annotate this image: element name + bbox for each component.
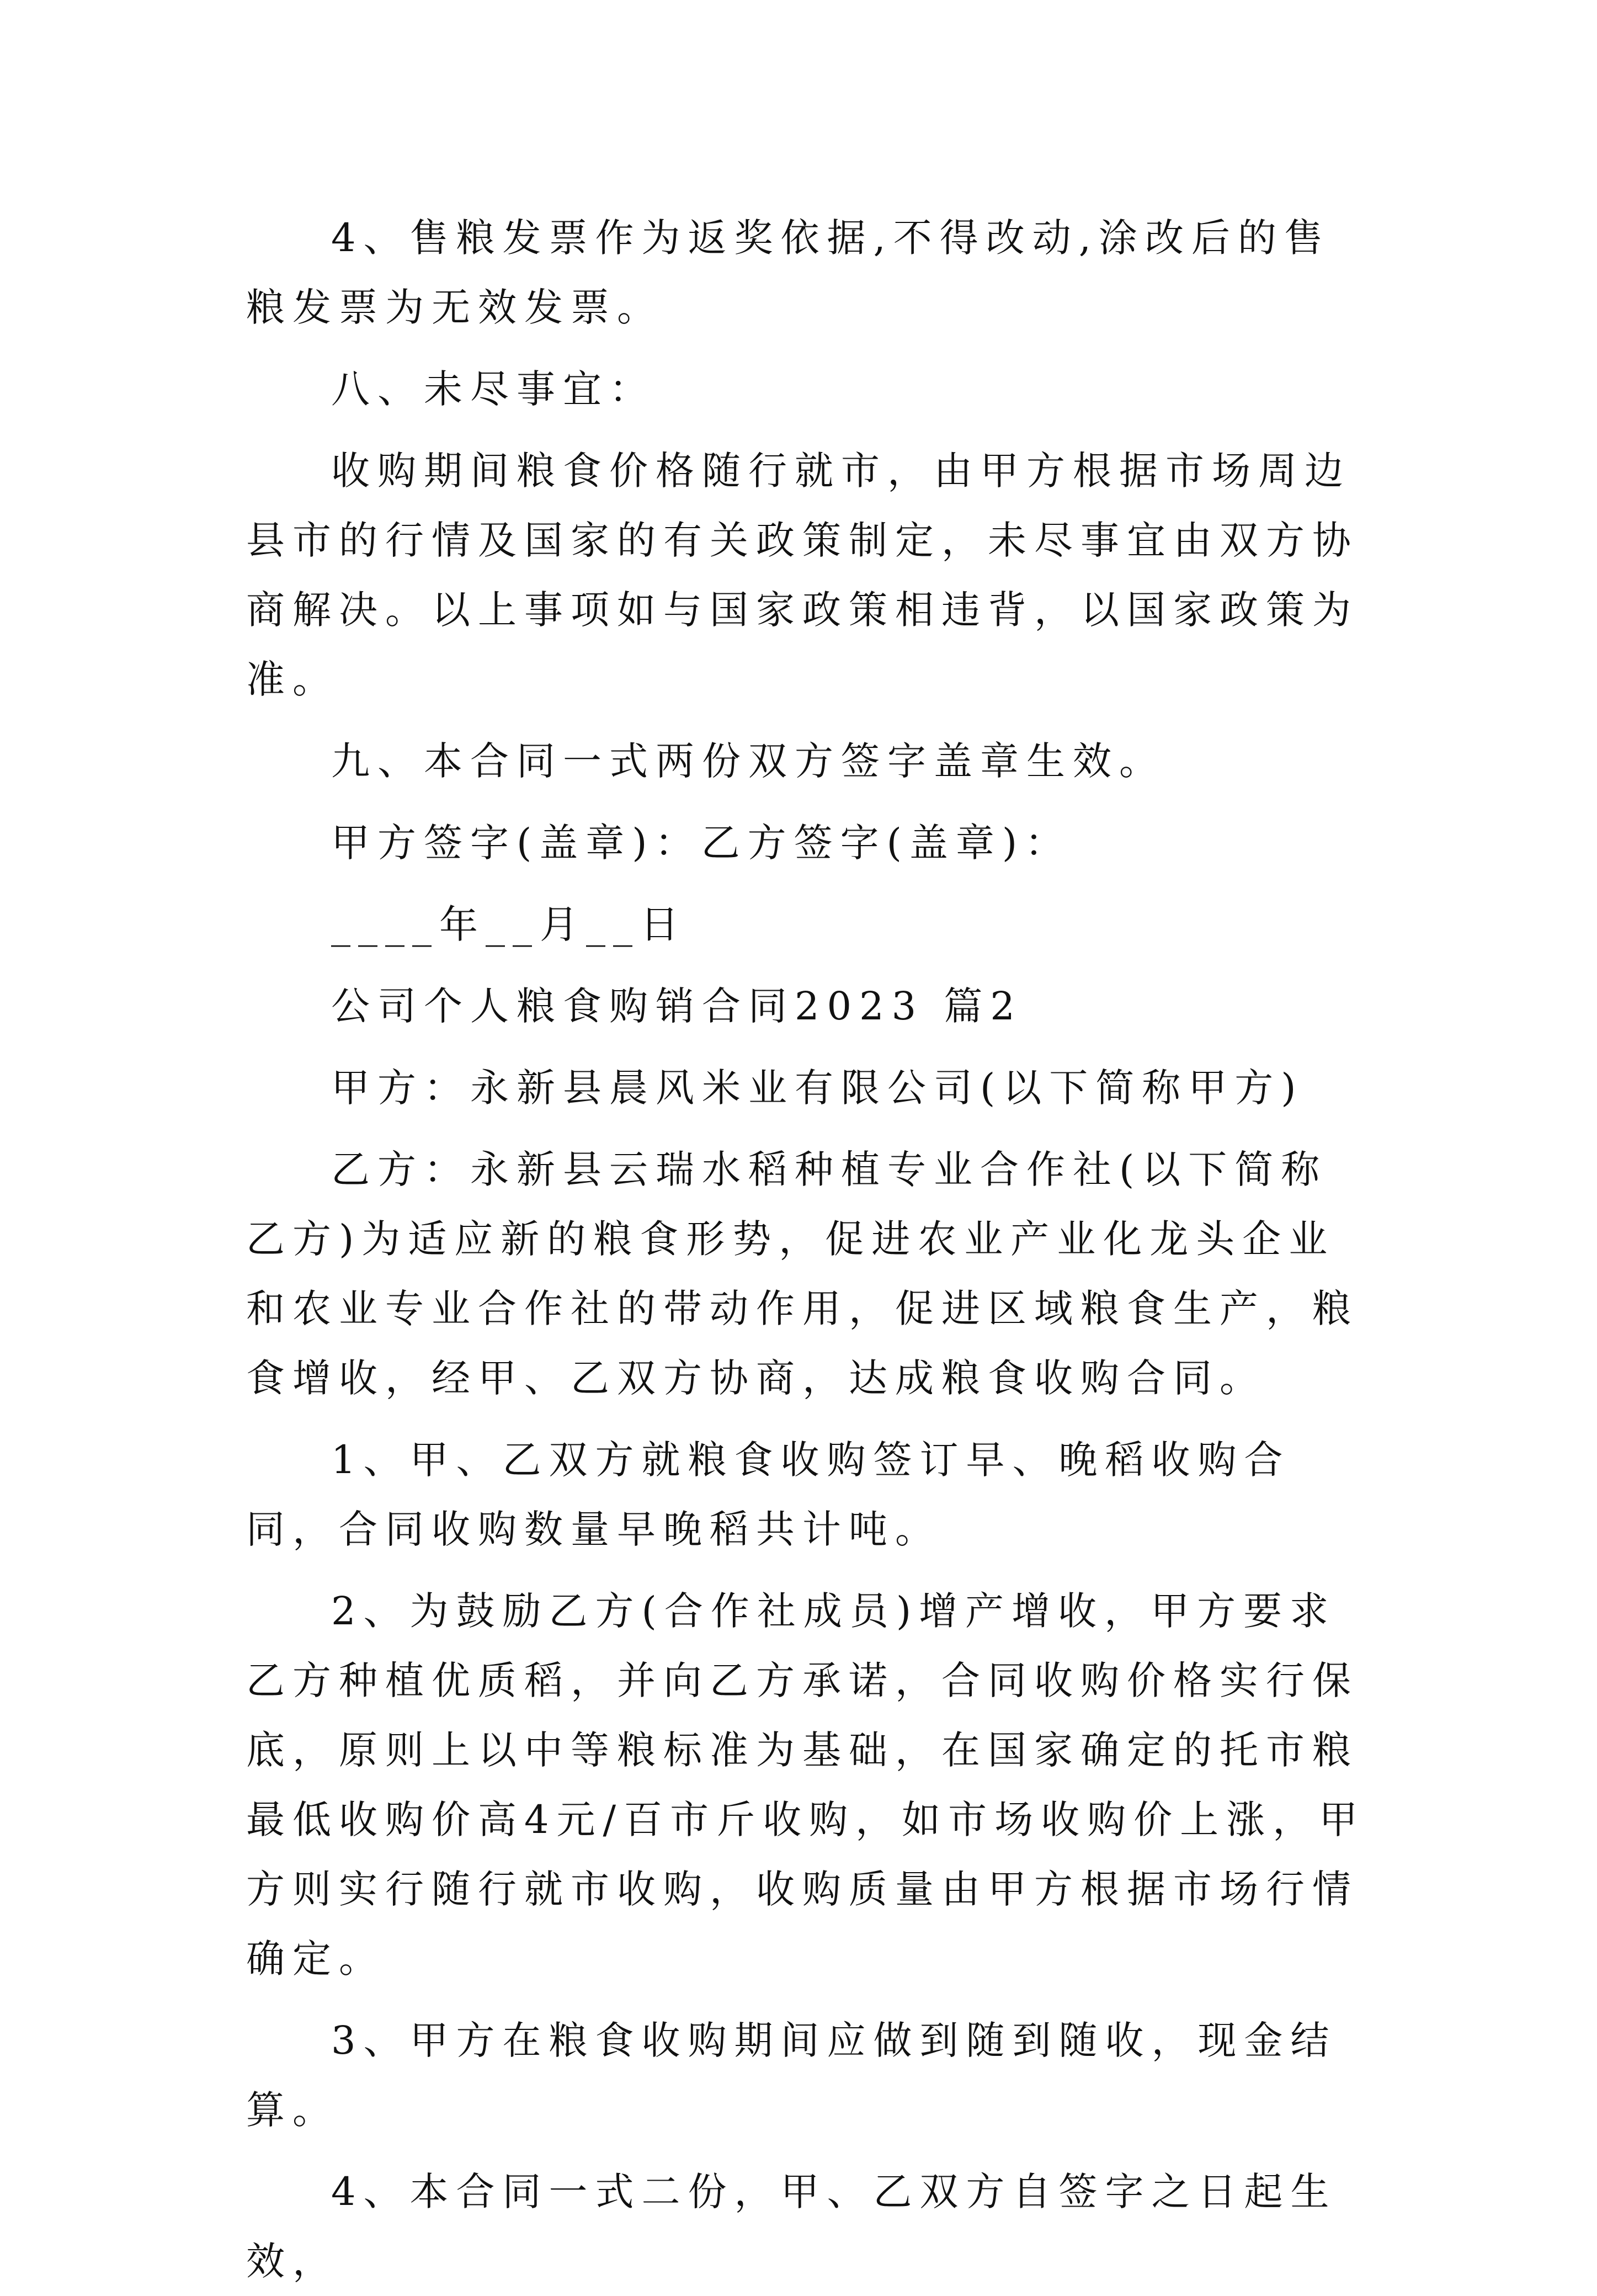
signature-line: 甲方签字(盖章)：乙方签字(盖章)： [331,820,1072,865]
paragraph-pending-matters: 收购期间粮食价格随行就市，由甲方根据市场周边县市的行情及国家的有关政策制定，未尽事宜由双方协商解决。以上事项如与国家政策相违背，以国家政策为准。 [246,448,1359,702]
contract-title: 公司个人粮食购销合同2023 篇2 [331,984,1023,1029]
clause-2: 2、为鼓励乙方(合作社成员)增产增收，甲方要求乙方种植优质稻，并向乙方承诺，合同收购价格实行保底，原则上以中等粮标准为基础，在国家确定的托市粮最低收购价高4元/百市斤收购，如市场收购价上涨，甲方则实行随行就市收购，收购质量由甲方根据市场行情确定。 [246,1588,1366,1981]
date-line: ____年__月__日 [331,902,686,947]
clause-4: 4、本合同一式二份，甲、乙双方自签字之日起生效， [246,2169,1337,2284]
paragraph-invoice-rule: 4、售粮发票作为返奖依据,不得改动,涂改后的售粮发票为无效发票。 [246,215,1331,330]
party-b-paragraph: 乙方：永新县云瑞水稻种植专业合作社(以下简称乙方)为适应新的粮食形势，促进农业产业化龙头企业和农业专业合作社的带动作用，促进区域粮食生产，粮食增收，经甲、乙双方协商，达成粮食收购合同。 [246,1147,1359,1401]
clause-1: 1、甲、乙双方就粮食收购签订早、晚稻收购合同，合同收购数量早晚稻共计吨。 [246,1437,1291,1552]
section-heading-contract-copies: 九、本合同一式两份双方签字盖章生效。 [331,738,1165,784]
party-a-line: 甲方：永新县晨风米业有限公司(以下简称甲方) [331,1065,1304,1110]
section-heading-pending-matters: 八、未尽事宜： [331,366,656,412]
clause-3: 3、甲方在粮食收购期间应做到随到随收，现金结算。 [246,2018,1337,2133]
document-body [246,203,1369,2296]
